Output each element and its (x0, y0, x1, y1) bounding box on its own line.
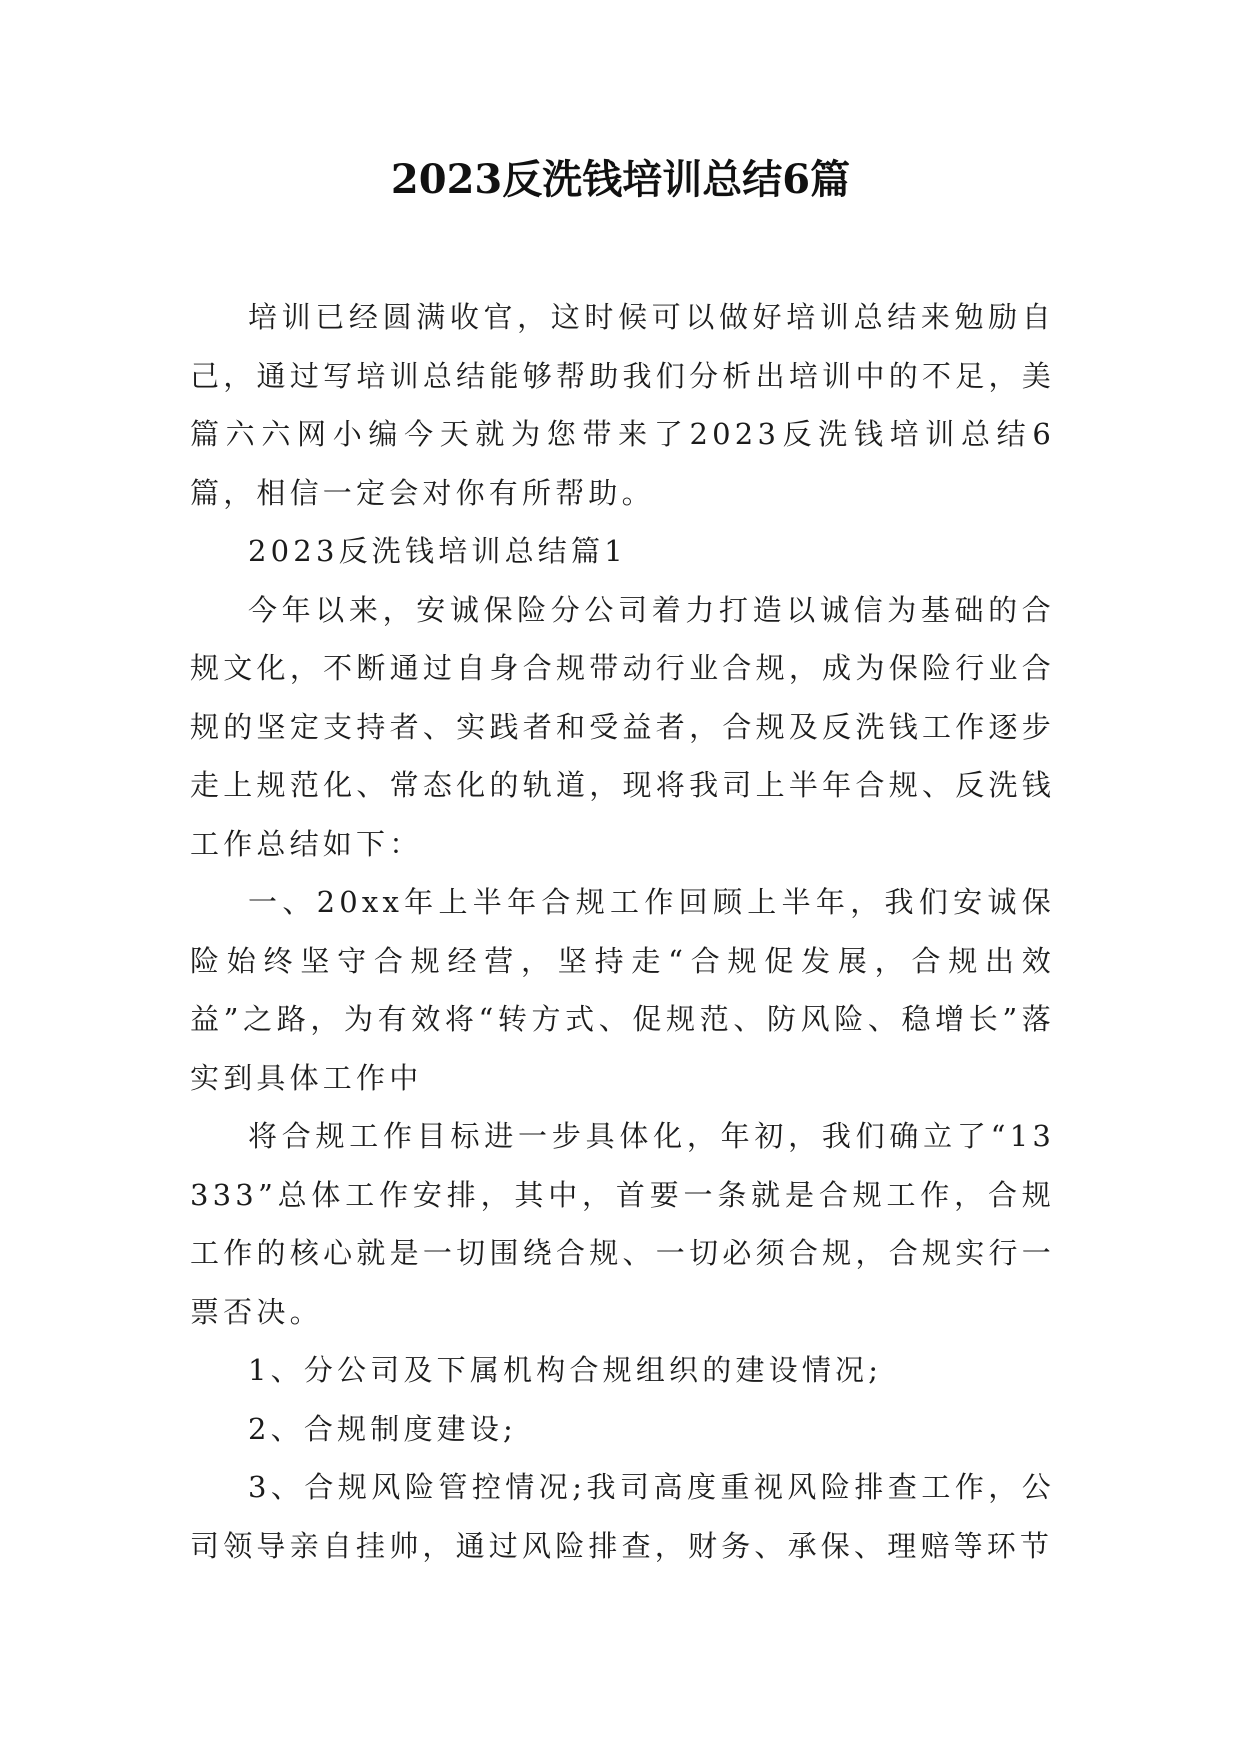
document-body (190, 288, 1055, 1575)
document-title: 2023反洗钱培训总结6篇 (390, 156, 851, 203)
list-item: 3、合规风险管控情况;我司高度重视风险排查工作，公司领导亲自挂帅，通过风险排查，财务、承保、理赔等环节 (190, 1470, 1055, 1563)
list-item: 2、合规制度建设; (248, 1411, 518, 1446)
section-heading: 2023反洗钱培训总结篇1 (248, 534, 627, 568)
intro-paragraph: 培训已经圆满收官，这时候可以做好培训总结来勉励自己，通过写培训总结能够帮助我们分析出培训中的不足，美篇六六网小编今天就为您带来了2023反洗钱培训总结6篇，相信一定会对你有所帮助。 (190, 300, 1055, 510)
body-paragraph: 今年以来，安诚保险分公司着力打造以诚信为基础的合规文化，不断通过自身合规带动行业合规，成为保险行业合规的坚定支持者、实践者和受益者，合规及反洗钱工作逐步走上规范化、常态化的轨道，现将我司上半年合规、反洗钱工作总结如下： (190, 592, 1055, 861)
body-paragraph: 一、20xx年上半年合规工作回顾上半年，我们安诚保险始终坚守合规经营，坚持走“合规促发展，合规出效益”之路，为有效将“转方式、促规范、防风险、稳增长”落实到具体工作中 (190, 885, 1055, 1095)
body-paragraph: 将合规工作目标进一步具体化，年初，我们确立了“13333”总体工作安排，其中，首要一条就是合规工作，合规工作的核心就是一切围绕合规、一切必须合规，合规实行一票否决。 (190, 1119, 1055, 1329)
list-item: 1、分公司及下属机构合规组织的建设情况; (248, 1353, 883, 1387)
